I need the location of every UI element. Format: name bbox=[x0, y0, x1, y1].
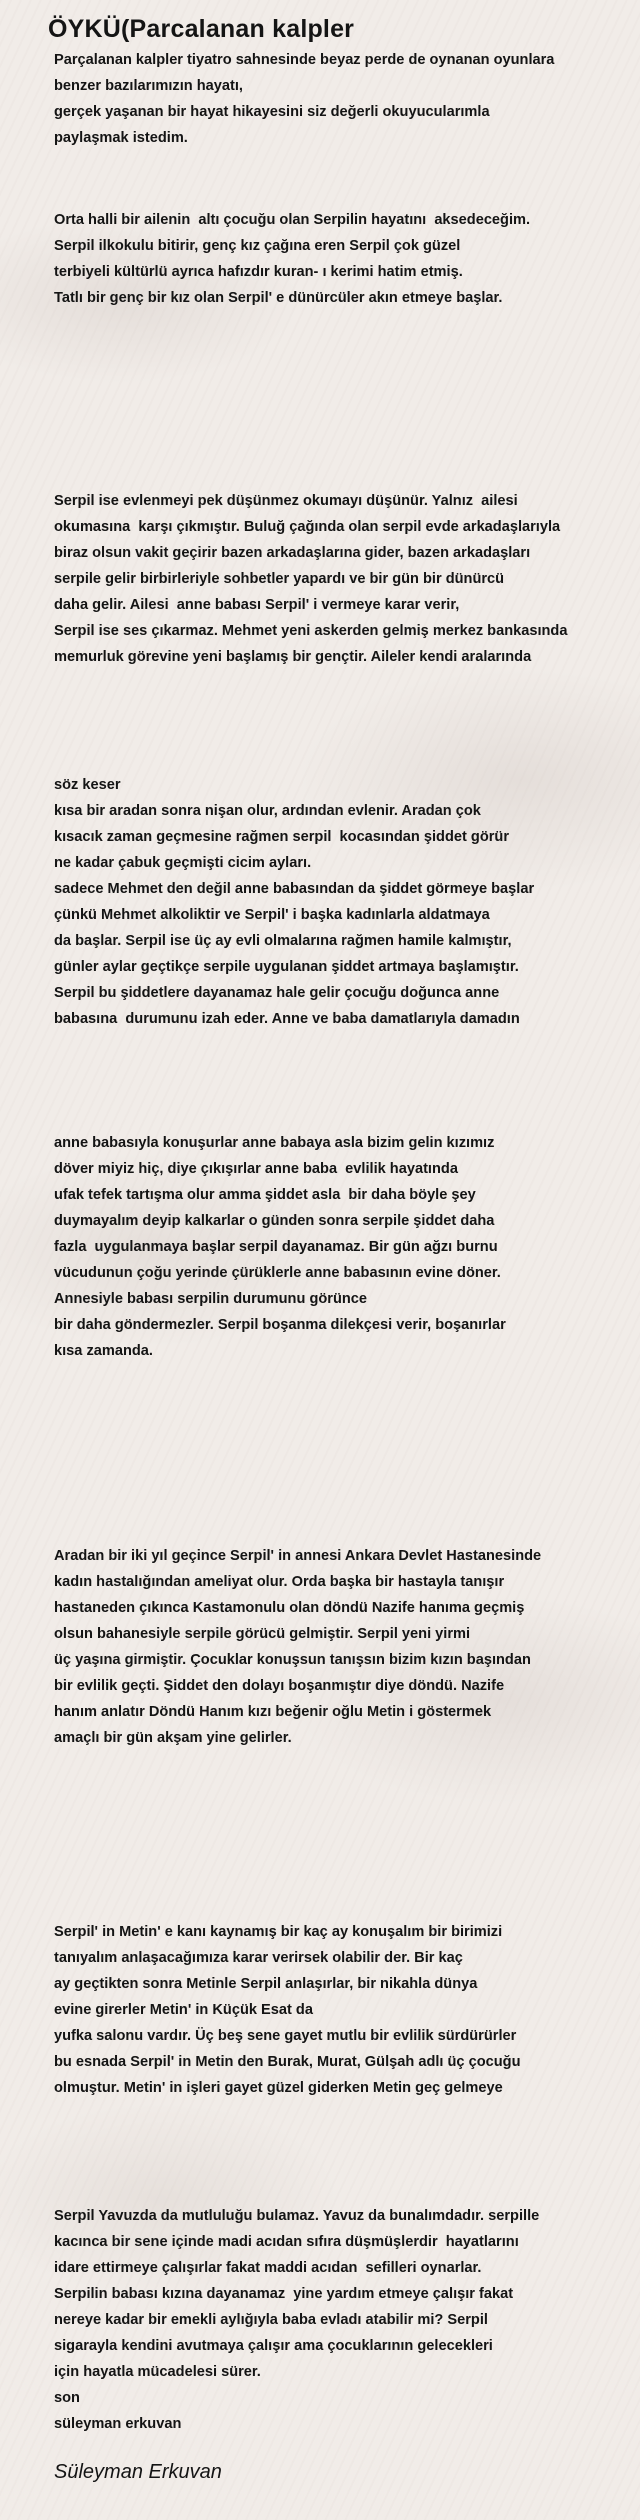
paragraph-line: sigarayla kendini avutmaya çalışır ama çocuklarının gelecekleri bbox=[54, 2338, 493, 2354]
paragraph-line: kısa zamanda. bbox=[54, 1343, 153, 1359]
paragraph-3 bbox=[54, 488, 634, 670]
paragraph-line: süleyman erkuvan bbox=[54, 2416, 182, 2432]
paragraph-line: ufak tefek tartışma olur amma şiddet asla bir daha böyle şey bbox=[54, 1187, 476, 1203]
paragraph-line: da başlar. Serpil ise üç ay evli olmalarına rağmen hamile kalmıştır, bbox=[54, 933, 512, 949]
paragraph-line: son bbox=[54, 2390, 80, 2406]
paragraph-line: idare ettirmeye çalışırlar fakat maddi acıdan sefilleri oynarlar. bbox=[54, 2260, 482, 2276]
paragraph-line: duymayalım deyip kalkarlar o günden sonra serpile şiddet daha bbox=[54, 1213, 495, 1229]
paragraph-line: yufka salonu vardır. Üç beş sene gayet mutlu bir evlilik sürdürürler bbox=[54, 2028, 517, 2044]
paragraph-line: olsun bahanesiyle serpile görücü gelmiştir. Serpil yeni yirmi bbox=[54, 1626, 471, 1642]
story-title: ÖYKÜ(Parcalanan kalpler bbox=[48, 15, 355, 43]
paragraph-line: Tatlı bir genç bir kız olan Serpil' e dünürcüler akın etmeye başlar. bbox=[54, 290, 503, 306]
paragraph-line: çünkü Mehmet alkoliktir ve Serpil' i başka kadınlarla aldatmaya bbox=[54, 907, 490, 923]
paragraph-line: Serpil ilkokulu bitirir, genç kız çağına eren Serpil çok güzel bbox=[54, 238, 461, 254]
paragraph-line: bu esnada Serpil' in Metin den Burak, Murat, Gülşah adlı üç çocuğu bbox=[54, 2054, 521, 2070]
paragraph-line: kacınca bir sene içinde madi acıdan sıfıra düşmüşlerdir hayatlarını bbox=[54, 2234, 519, 2250]
paragraph-2 bbox=[54, 207, 634, 311]
paragraph-line: amaçlı bir gün akşam yine gelirler. bbox=[54, 1730, 292, 1746]
paragraph-line: döver miyiz hiç, diye çıkışırlar anne baba evlilik hayatında bbox=[54, 1161, 458, 1177]
paragraph-line: Serpilin babası kızına dayanamaz yine yardım etmeye çalışır fakat bbox=[54, 2286, 514, 2302]
paragraph-line: günler aylar geçtikçe serpile uygulanan şiddet artmaya başlamıştır. bbox=[54, 959, 519, 975]
paragraph-line: fazla uygulanmaya başlar serpil dayanamaz. Bir gün ağzı burnu bbox=[54, 1239, 498, 1255]
paragraph-line: biraz olsun vakit geçirir bazen arkadaşlarına gider, bazen arkadaşları bbox=[54, 545, 531, 561]
paragraph-line: gerçek yaşanan bir hayat hikayesini siz değerli okuyucularımla bbox=[54, 104, 490, 120]
paragraph-line: sadece Mehmet den değil anne babasından da şiddet görmeye başlar bbox=[54, 881, 535, 897]
paragraph-line: Aradan bir iki yıl geçince Serpil' in annesi Ankara Devlet Hastanesinde bbox=[54, 1548, 542, 1564]
paragraph-line: Parçalanan kalpler tiyatro sahnesinde beyaz perde de oynanan oyunlara bbox=[54, 52, 555, 68]
paragraph-6 bbox=[54, 1543, 634, 1751]
paragraph-line: kadın hastalığından ameliyat olur. Orda başka bir hastayla tanışır bbox=[54, 1574, 505, 1590]
paragraph-line: söz keser bbox=[54, 777, 121, 793]
paragraph-line: bir evlilik geçti. Şiddet den dolayı boşanmıştır diye döndü. Nazife bbox=[54, 1678, 505, 1694]
paragraph-line: nereye kadar bir emekli aylığıyla baba evladı atabilir mi? Serpil bbox=[54, 2312, 488, 2328]
paragraph-line: daha gelir. Ailesi anne babası Serpil' i vermeye karar verir, bbox=[54, 597, 460, 613]
paragraph-line: benzer bazılarımızın hayatı, bbox=[54, 78, 243, 94]
paragraph-line: memurluk görevine yeni başlamış bir gençtir. Aileler kendi aralarında bbox=[54, 649, 532, 665]
paragraph-7 bbox=[54, 1919, 634, 2101]
paragraph-line: üç yaşına girmiştir. Çocuklar konuşsun tanışsın bizim kızın başından bbox=[54, 1652, 531, 1668]
paragraph-line: Serpil bu şiddetlere dayanamaz hale gelir çocuğu doğunca anne bbox=[54, 985, 500, 1001]
paragraph-8 bbox=[54, 2203, 634, 2437]
paragraph-line: ay geçtikten sonra Metinle Serpil anlaşırlar, bir nikahla dünya bbox=[54, 1976, 478, 1992]
paragraph-line: evine girerler Metin' in Küçük Esat da bbox=[54, 2002, 313, 2018]
paragraph-5 bbox=[54, 1130, 634, 1364]
paragraph-line: tanıyalım anlaşacağımıza karar verirsek olabilir der. Bir kaç bbox=[54, 1950, 463, 1966]
paragraph-line: okumasına karşı çıkmıştır. Buluğ çağında olan serpil evde arkadaşlarıyla bbox=[54, 519, 561, 535]
paragraph-line: için hayatla mücadelesi sürer. bbox=[54, 2364, 261, 2380]
paragraph-line: Serpil ise ses çıkarmaz. Mehmet yeni askerden gelmiş merkez bankasında bbox=[54, 623, 568, 639]
paragraph-line: hastaneden çıkınca Kastamonulu olan döndü Nazife hanıma geçmiş bbox=[54, 1600, 525, 1616]
paragraph-line: babasına durumunu izah eder. Anne ve baba damatlarıyla damadın bbox=[54, 1011, 520, 1027]
paragraph-line: Serpil' in Metin' e kanı kaynamış bir kaç ay konuşalım bir birimizi bbox=[54, 1924, 503, 1940]
author-signature: Süleyman Erkuvan bbox=[54, 2461, 222, 2483]
paragraph-line: Serpil ise evlenmeyi pek düşünmez okumayı düşünür. Yalnız ailesi bbox=[54, 493, 518, 509]
paragraph-line: paylaşmak istedim. bbox=[54, 130, 188, 146]
paragraph-line: kısa bir aradan sonra nişan olur, ardından evlenir. Aradan çok bbox=[54, 803, 481, 819]
paragraph-line: vücudunun çoğu yerinde çürüklerle anne babasının evine döner. bbox=[54, 1265, 501, 1281]
paragraph-4 bbox=[54, 772, 634, 1032]
paragraph-line: terbiyeli kültürlü ayrıca hafızdır kuran- ı kerimi hatim etmiş. bbox=[54, 264, 463, 280]
paragraph-line: bir daha göndermezler. Serpil boşanma dilekçesi verir, boşanırlar bbox=[54, 1317, 506, 1333]
paragraph-line: ne kadar çabuk geçmişti cicim ayları. bbox=[54, 855, 312, 871]
paragraph-line: anne babasıyla konuşurlar anne babaya asla bizim gelin kızımız bbox=[54, 1135, 495, 1151]
paragraph-line: olmuştur. Metin' in işleri gayet güzel giderken Metin geç gelmeye bbox=[54, 2080, 503, 2096]
paragraph-line: kısacık zaman geçmesine rağmen serpil kocasından şiddet görür bbox=[54, 829, 510, 845]
paragraph-line: Annesiyle babası serpilin durumunu görünce bbox=[54, 1291, 368, 1307]
paragraph-line: serpile gelir birbirleriyle sohbetler yapardı ve bir gün bir dünürcü bbox=[54, 571, 505, 587]
paragraph-line: Serpil Yavuzda da mutluluğu bulamaz. Yavuz da bunalımdadır. serpille bbox=[54, 2208, 540, 2224]
paragraph-line: Orta halli bir ailenin altı çocuğu olan Serpilin hayatını aksedeceğim. bbox=[54, 212, 531, 228]
paragraph-1 bbox=[54, 47, 634, 151]
paragraph-line: hanım anlatır Döndü Hanım kızı beğenir oğlu Metin i göstermek bbox=[54, 1704, 492, 1720]
